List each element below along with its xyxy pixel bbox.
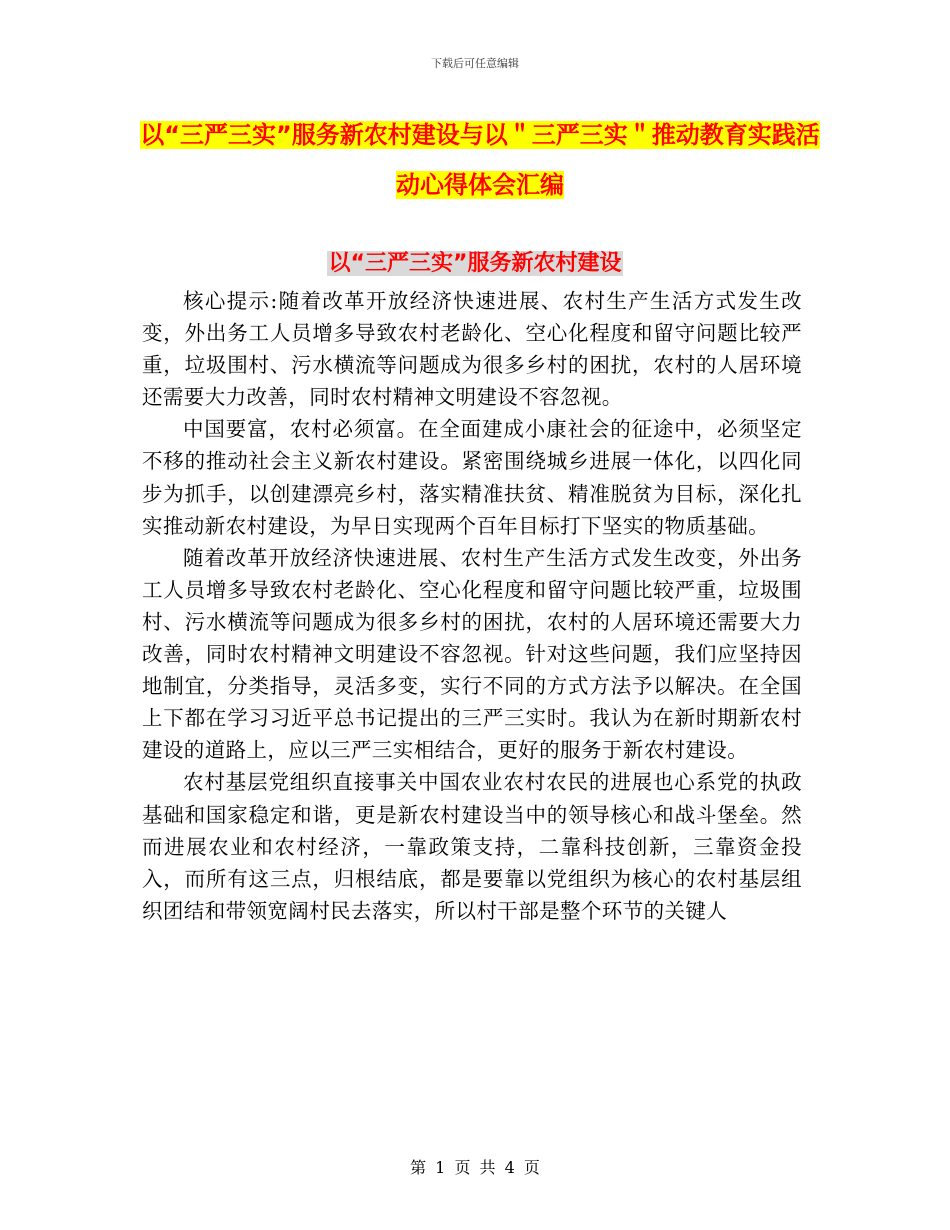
paragraph: 核心提示:随着改革开放经济快速进展、农村生产生活方式发生改变，外出务工人员增多导致农村老龄化、空心化程度和留守问题比较严重，垃圾围村、污水横流等问题成为很多乡村的困扰，农村的人居环境还需要大力改善，同时农村精神文明建设不容忽视。 [142,289,802,410]
page-number: 第 1 页 共 4 页 [410,1158,540,1177]
body-text [142,285,802,927]
page-header-note: 下载后可任意编辑 [431,57,519,70]
paragraph: 中国要富，农村必须富。在全面建成小康社会的征途中，必须坚定不移的推动社会主义新农村建设。紧密围绕城乡进展一体化，以四化同步为抓手，以创建漂亮乡村，落实精准扶贫、精准脱贫为目标，深化扎实推动新农村建设，为早日实现两个百年目标打下坚实的物质基础。 [142,417,802,538]
section-title-text: 以“三严三实”服务新农村建设 [328,251,622,276]
document-title-text: 以“三严三实”服务新农村建设与以＂三严三实＂推动教育实践活动心得体会汇编 [140,121,820,199]
paragraph: 随着改革开放经济快速进展、农村生产生活方式发生改变，外出务工人员增多导致农村老龄化、空心化程度和留守问题比较严重，垃圾围村、污水横流等问题成为很多乡村的困扰，农村的人居环境还需要大力改善，同时农村精神文明建设不容忽视。针对这些问题，我们应坚持因地制宜，分类指导，灵活多变，实行不同的方式方法予以解决。在全国上下都在学习习近平总书记提出的三严三实时。我认为在新时期新农村建设的道路上，应以三严三实相结合，更好的服务于新农村建设。 [142,545,802,763]
paragraph: 农村基层党组织直接事关中国农业农村农民的进展也心系党的执政基础和国家稳定和谐，更是新农村建设当中的领导核心和战斗堡垒。然而进展农业和农村经济，一靠政策支持，二靠科技创新，三靠资金投入，而所有这三点，归根结底，都是要靠以党组织为核心的农村基层组织团结和带领宽阔村民去落实，所以村干部是整个环节的关键人 [142,770,802,923]
section-title [0,244,950,284]
document-title [140,110,820,210]
